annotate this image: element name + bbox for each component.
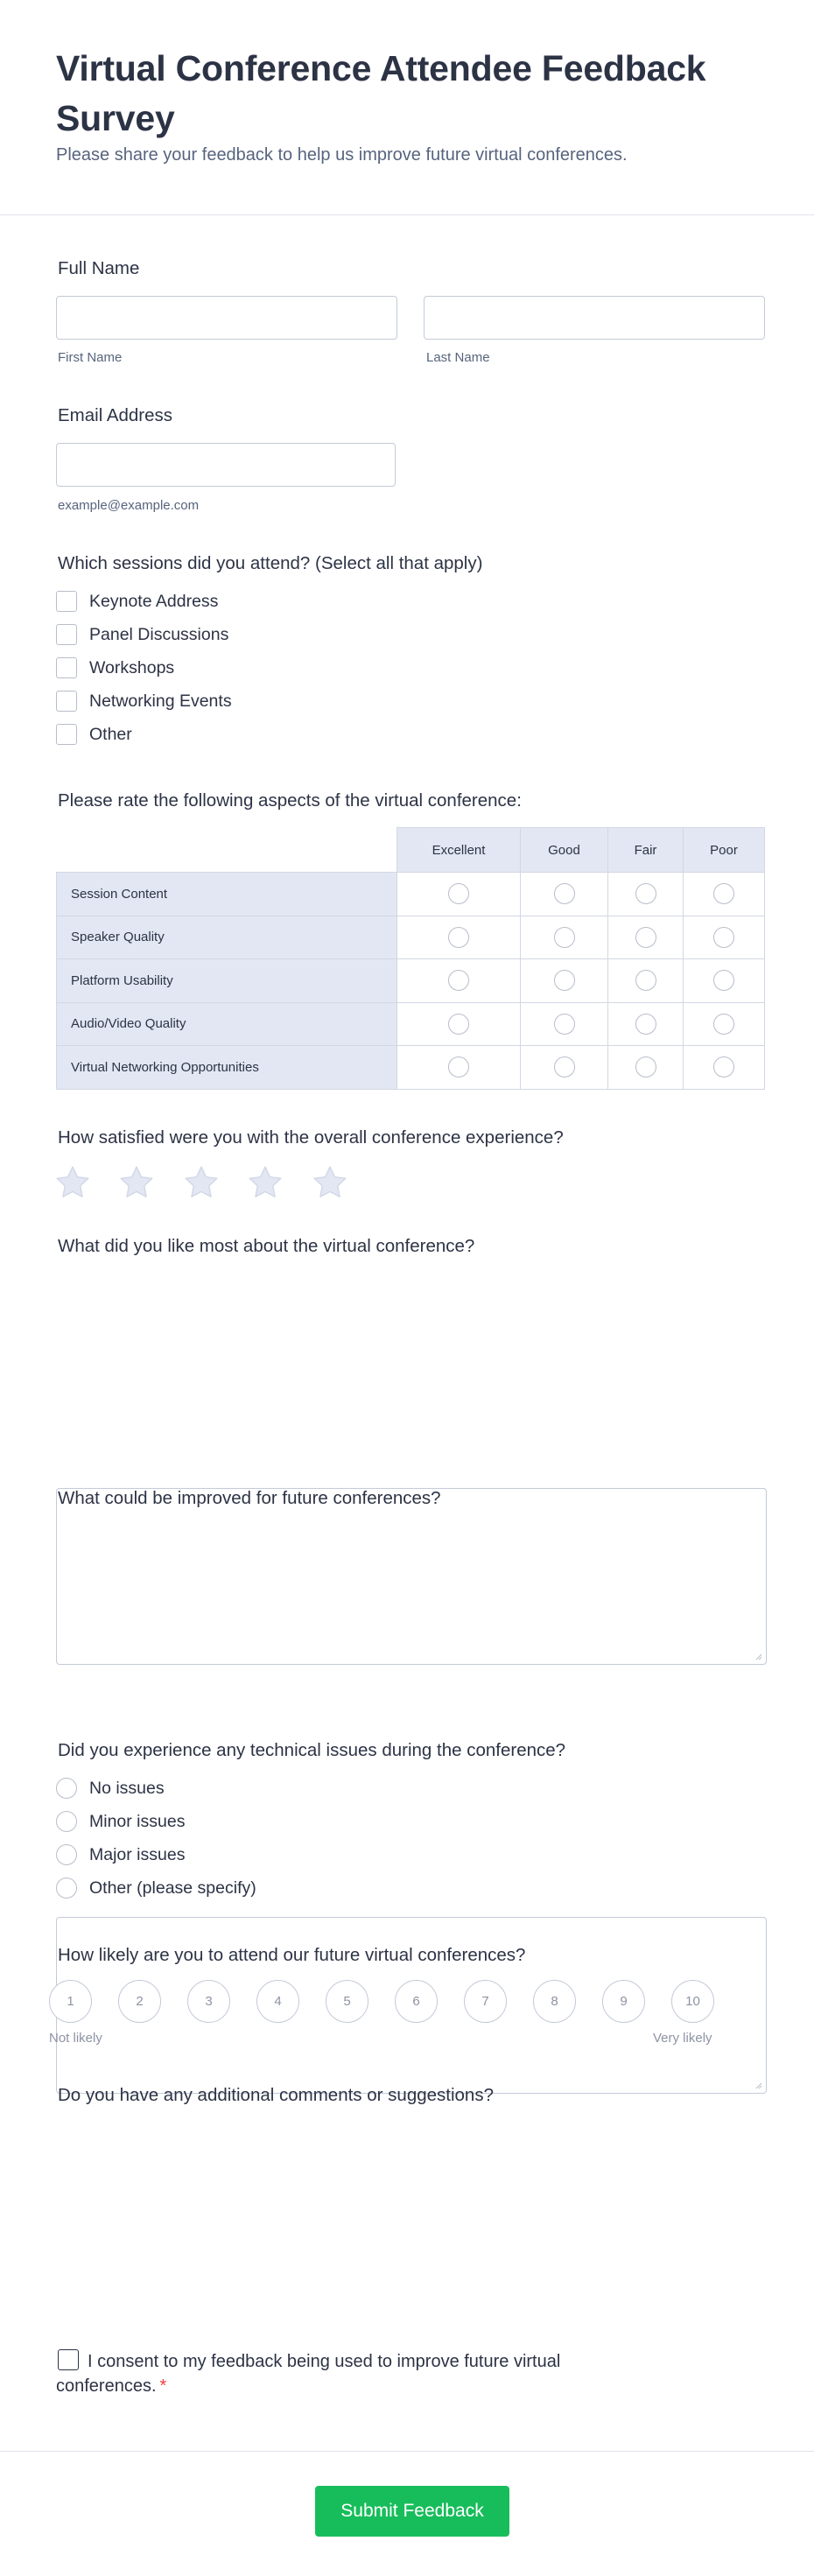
page-subtitle: Please share your feedback to help us improve future virtual conferences. <box>56 145 628 165</box>
email-sublabel: example@example.com <box>58 498 200 513</box>
submit-button[interactable]: Submit Feedback <box>315 2486 509 2537</box>
matrix-radio[interactable] <box>554 970 575 991</box>
page-title: Virtual Conference Attendee Feedback Survey <box>56 48 706 138</box>
matrix-row-label: Speaker Quality <box>57 916 397 959</box>
matrix-radio[interactable] <box>448 1056 469 1077</box>
radio-option-label: Minor issues <box>89 1811 186 1831</box>
matrix-radio[interactable] <box>635 970 656 991</box>
checkbox[interactable] <box>56 691 77 712</box>
matrix-row-label: Audio/Video Quality <box>57 1002 397 1046</box>
matrix-radio[interactable] <box>554 1014 575 1035</box>
scale-option-9[interactable]: 9 <box>602 1980 645 2023</box>
liked-most-textarea[interactable] <box>56 1488 767 1665</box>
matrix-label: Please rate the following aspects of the virtual conference: <box>58 790 522 811</box>
matrix-radio[interactable] <box>635 1056 656 1077</box>
matrix-column-header: Poor <box>684 828 765 873</box>
resize-grip-icon[interactable] <box>754 1652 762 1660</box>
matrix-radio[interactable] <box>713 883 734 904</box>
checkbox[interactable] <box>56 657 77 678</box>
last-name-sublabel: Last Name <box>426 350 490 365</box>
star-icon[interactable] <box>312 1164 348 1201</box>
radio-button[interactable] <box>56 1878 77 1899</box>
email-label: Email Address <box>58 405 173 425</box>
matrix-radio[interactable] <box>448 1014 469 1035</box>
matrix-radio[interactable] <box>713 1056 734 1077</box>
checkbox-option-networking[interactable] <box>56 684 232 718</box>
scale-high-label: Very likely <box>653 2031 712 2046</box>
last-name-input[interactable] <box>424 296 765 340</box>
technical-label: Did you experience any technical issues during the conference? <box>58 1740 566 1760</box>
form-footer <box>0 2451 814 2576</box>
matrix-radio[interactable] <box>713 970 734 991</box>
radio-option-other[interactable] <box>56 1871 256 1905</box>
radio-option-label: No issues <box>89 1778 165 1798</box>
consent-text-line1: I consent to my feedback being used to improve future virtual <box>88 2352 561 2371</box>
first-name-input[interactable] <box>56 296 397 340</box>
matrix-row <box>57 959 765 1003</box>
scale-option-6[interactable]: 6 <box>395 1980 438 2023</box>
checkbox-option-label: Other <box>89 724 132 744</box>
matrix-radio[interactable] <box>635 1014 656 1035</box>
matrix-row <box>57 1046 765 1090</box>
satisfaction-label: How satisfied were you with the overall conference experience? <box>58 1127 564 1148</box>
matrix-radio[interactable] <box>554 883 575 904</box>
checkbox-option-label: Panel Discussions <box>89 624 229 644</box>
matrix-radio[interactable] <box>554 1056 575 1077</box>
matrix-row <box>57 916 765 959</box>
radio-button[interactable] <box>56 1778 77 1799</box>
matrix-corner-cell <box>57 828 397 873</box>
matrix-row-label: Platform Usability <box>57 959 397 1003</box>
liked-most-label: What did you like most about the virtual conference? <box>58 1236 475 1256</box>
radio-button[interactable] <box>56 1844 77 1865</box>
checkbox-option-label: Workshops <box>89 657 175 677</box>
scale-option-3[interactable]: 3 <box>187 1980 230 2023</box>
likelihood-scale <box>0 1980 814 2024</box>
scale-option-8[interactable]: 8 <box>533 1980 576 2023</box>
consent-text-line2: conferences. <box>56 2376 157 2396</box>
radio-option-label: Major issues <box>89 1844 186 1864</box>
radio-option-no-issues[interactable] <box>56 1772 256 1805</box>
checkbox-option-other[interactable] <box>56 718 232 751</box>
matrix-radio[interactable] <box>448 927 469 948</box>
checkbox-option-workshops[interactable] <box>56 651 232 684</box>
consent-checkbox-row[interactable] <box>56 2349 686 2398</box>
scale-option-7[interactable]: 7 <box>464 1980 507 2023</box>
matrix-radio[interactable] <box>635 883 656 904</box>
matrix-row <box>57 1002 765 1046</box>
matrix-header-row <box>57 828 765 873</box>
likelihood-label: How likely are you to attend our future virtual conferences? <box>58 1945 526 1965</box>
matrix-column-header: Good <box>521 828 608 873</box>
radio-option-label: Other (please specify) <box>89 1878 256 1898</box>
star-icon[interactable] <box>183 1164 220 1201</box>
scale-option-1[interactable]: 1 <box>49 1980 92 2023</box>
email-input[interactable] <box>56 443 396 487</box>
star-icon[interactable] <box>247 1164 284 1201</box>
first-name-sublabel: First Name <box>58 350 123 365</box>
star-rating <box>54 1164 372 1205</box>
matrix-column-header: Excellent <box>397 828 521 873</box>
matrix-row <box>57 873 765 916</box>
scale-option-4[interactable]: 4 <box>256 1980 299 2023</box>
improve-label: What could be improved for future conferences? <box>58 1488 441 1508</box>
matrix-radio[interactable] <box>554 927 575 948</box>
radio-button[interactable] <box>56 1811 77 1832</box>
sessions-checkbox-group <box>56 585 232 751</box>
checkbox[interactable] <box>56 591 77 612</box>
star-icon[interactable] <box>118 1164 155 1201</box>
checkbox-option-label: Keynote Address <box>89 591 219 611</box>
matrix-radio[interactable] <box>448 970 469 991</box>
scale-low-label: Not likely <box>49 2031 102 2046</box>
matrix-radio[interactable] <box>635 927 656 948</box>
scale-option-5[interactable]: 5 <box>326 1980 368 2023</box>
checkbox[interactable] <box>56 724 77 745</box>
resize-grip-icon[interactable] <box>754 2081 762 2089</box>
matrix-radio[interactable] <box>713 1014 734 1035</box>
checkbox-option-label: Networking Events <box>89 691 232 711</box>
full-name-label: Full Name <box>58 258 140 278</box>
technical-radio-group <box>56 1772 256 1905</box>
matrix-row-label: Virtual Networking Opportunities <box>57 1046 397 1090</box>
consent-checkbox[interactable] <box>58 2349 79 2370</box>
comments-label: Do you have any additional comments or suggestions? <box>58 2085 494 2105</box>
checkbox[interactable] <box>56 624 77 645</box>
checkbox-option-keynote[interactable] <box>56 585 232 618</box>
matrix-radio[interactable] <box>713 927 734 948</box>
matrix-row-label: Session Content <box>57 873 397 916</box>
radio-option-minor-issues[interactable] <box>56 1805 256 1838</box>
scale-option-10[interactable]: 10 <box>671 1980 714 2023</box>
radio-option-major-issues[interactable] <box>56 1838 256 1871</box>
sessions-label: Which sessions did you attend? (Select all that apply) <box>58 553 483 573</box>
checkbox-option-panel[interactable] <box>56 618 232 651</box>
scale-option-2[interactable]: 2 <box>118 1980 161 2023</box>
matrix-radio[interactable] <box>448 883 469 904</box>
star-icon[interactable] <box>54 1164 91 1201</box>
matrix-column-header: Fair <box>608 828 684 873</box>
rating-matrix <box>56 827 765 1090</box>
form-header <box>0 0 814 215</box>
required-asterisk: * <box>159 2376 167 2396</box>
